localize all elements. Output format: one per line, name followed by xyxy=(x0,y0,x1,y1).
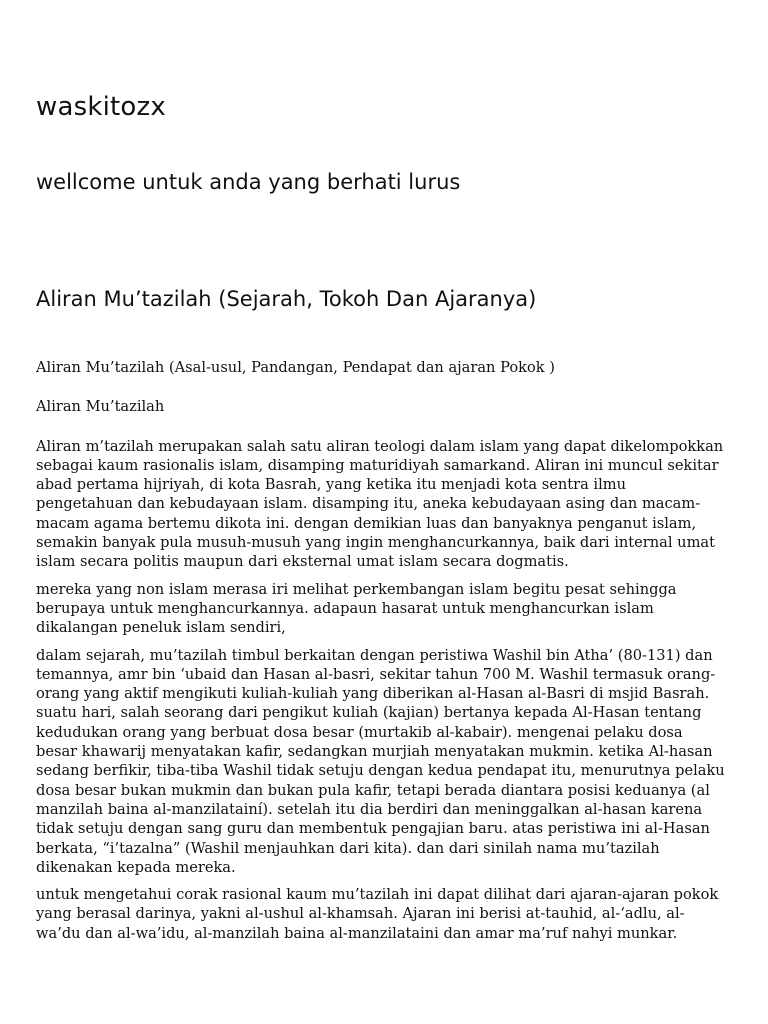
post-paragraph-motive: mereka yang non islam merasa iri melihat perkembangan islam begitu pesat sehingga berupaya untuk menghancurkannya. adapaun hasarat untuk menghancurkan islam dikalangan peneluk islam sendiri, xyxy=(36,580,677,637)
post-paragraph-intro: Aliran m’tazilah merupakan salah satu aliran teologi dalam islam yang dapat dikelompokkan sebagai kaum rasionalis islam, disamping maturidiyah samarkand. Aliran ini muncul sekitar abad pertama hijriyah, di kota Basrah, yang ketika itu menjadi kota sentra ilmu pengetahuan dan kebudayaan islam. disamping itu, aneka kebudayaan asing dan macam-macam agama bertemu dikota ini. dengan demikian luas dan banyaknya penganut islam, semakin banyak pula musuh-musuh yang ingin menghancurkannya, baik dari internal umat islam secara politis maupun dari eksternal umat islam secara dogmatis. xyxy=(36,437,724,571)
blog-tagline: wellcome untuk anda yang berhati lurus xyxy=(36,170,461,194)
post-heading: Aliran Mu’tazilah xyxy=(36,398,165,416)
post-body xyxy=(36,358,726,943)
post-title[interactable]: Aliran Mu’tazilah (Sejarah, Tokoh Dan Ajaranya) xyxy=(36,287,537,311)
post-paragraph-teachings: untuk mengetahui corak rasional kaum mu’tazilah ini dapat dilihat dari ajaran-ajaran pokok yang berasal darinya, yakni al-ushul al-khamsah. Ajaran ini berisi at-tauhid, al-‘adlu, al-wa’du dan al-wa’idu, al-manzilah baina al-manzilataini dan amar ma’ruf nahyi munkar. xyxy=(36,886,719,942)
blog-title[interactable]: waskitozx xyxy=(36,92,166,122)
post-subtitle: Aliran Mu’tazilah (Asal-usul, Pandangan, Pendapat dan ajaran Pokok ) xyxy=(36,359,555,376)
post-paragraph-history: dalam sejarah, mu’tazilah timbul berkaitan dengan peristiwa Washil bin Atha’ (80-131) dan temannya, amr bin ‘ubaid dan Hasan al-basri, sekitar tahun 700 M. Washil termasuk orang-orang yang aktif mengikuti kuliah-kuliah yang diberikan al-Hasan al-Basri di msjid Basrah. suatu hari, salah seorang dari pengikut kuliah (kajian) bertanya kepada Al-Hasan tentang kedudukan orang yang berbuat dosa besar (murtakib al-kabair). mengenai pelaku dosa besar khawarij menyatakan kafir, sedangkan murjiah menyatakan mukmin. ketika Al-hasan sedang berfikir, tiba-tiba Washil tidak setuju dengan kedua pendapat itu, menurutnya pelaku dosa besar bukan mukmin dan bukan pula kafir, tetapi berada diantara posisi keduanya (al manzilah baina al-manzilatainí). setelah itu dia berdiri dan meninggalkan al-hasan karena tidak setuju dengan sang guru dan membentuk pengajian baru. atas peristiwa ini al-Hasan berkata, “i’tazalna” (Washil menjauhkan dari kita). dan dari sinilah nama mu’tazilah dikenakan kepada mereka. xyxy=(36,646,725,876)
